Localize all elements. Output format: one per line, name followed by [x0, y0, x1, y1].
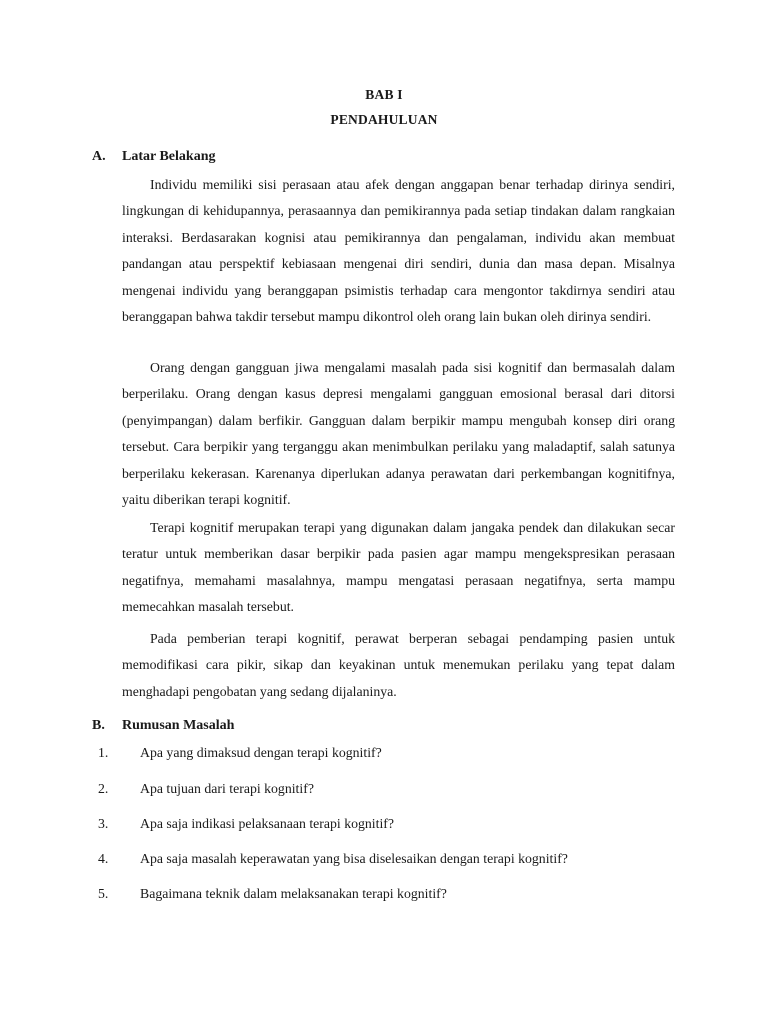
section-title: Latar Belakang [122, 149, 216, 164]
list-text: Apa saja indikasi pelaksanaan terapi kognitif? [140, 816, 395, 831]
paragraph: Individu memiliki sisi perasaan atau afek dengan anggapan benar terhadap dirinya sendiri, lingkungan di kehidupannya, perasaannya dan pemikirannya pada setiap tindakan dalam rangkaian interaksi. Berdasarakan kognisi atau pemikirannya dan pengalaman, individu akan membuat pandangan atau perspektif kebiasaan mengenai diri sendiri, dunia dan masa depan. Misalnya mengenai individu yang beranggapan psimistis terhadap cara mengontor takdirnya sendiri atau beranggapan bahwa takdir tersebut mampu dikontrol oleh orang lain bukan oleh dirinya sendiri. [122, 177, 675, 325]
paragraph: Pada pemberian terapi kognitif, perawat berperan sebagai pendamping pasien untuk memodifikasi cara pikir, sikap dan keyakinan untuk menemukan perilaku yang tepat dalam menghadapi pengobatan yang sedang dijalaninya. [122, 631, 675, 699]
paragraph: Terapi kognitif merupakan terapi yang digunakan dalam jangaka pendek dan dilakukan secar teratur untuk memberikan dasar berpikir pada pasien agar mampu mengekspresikan perasaan negatifnya, memahami masalahnya, mampu mengatasi perasaan negatifnya, serta mampu memecahkan masalah tersebut. [122, 520, 675, 615]
list-number: 3. [98, 816, 109, 831]
paragraph: Orang dengan gangguan jiwa mengalami masalah pada sisi kognitif dan bermasalah dalam berperilaku. Orang dengan kasus depresi mengalami gangguan emosional berasal dari ditorsi (penyimpangan) dalam berfikir. Gangguan dalam berpikir mampu mengubah konsep diri orang tersebut. Cara berpikir yang terganggu akan menimbulkan perilaku yang maladaptif, salah satunya berperilaku kekerasan. Karenanya diperlukan adanya perawatan dari perkembangan kognitifnya, yaitu diberikan terapi kognitif. [122, 360, 675, 508]
list-number: 5. [98, 886, 109, 901]
section-b-heading [92, 718, 234, 734]
list-number: 2. [98, 781, 109, 796]
chapter-number: BAB I [365, 87, 403, 102]
chapter-title: PENDAHULUAN [330, 112, 438, 127]
list-text: Apa saja masalah keperawatan yang bisa diselesaikan dengan terapi kognitif? [140, 851, 568, 866]
section-letter: A. [92, 149, 106, 164]
list-number: 1. [98, 745, 109, 760]
list-text: Apa yang dimaksud dengan terapi kognitif? [140, 745, 382, 760]
section-letter: B. [92, 718, 105, 733]
list-text: Bagaimana teknik dalam melaksanakan terapi kognitif? [140, 886, 447, 901]
section-title: Rumusan Masalah [122, 718, 235, 733]
list-text: Apa tujuan dari terapi kognitif? [140, 781, 314, 796]
list-number: 4. [98, 851, 109, 866]
section-a-heading [92, 149, 215, 165]
